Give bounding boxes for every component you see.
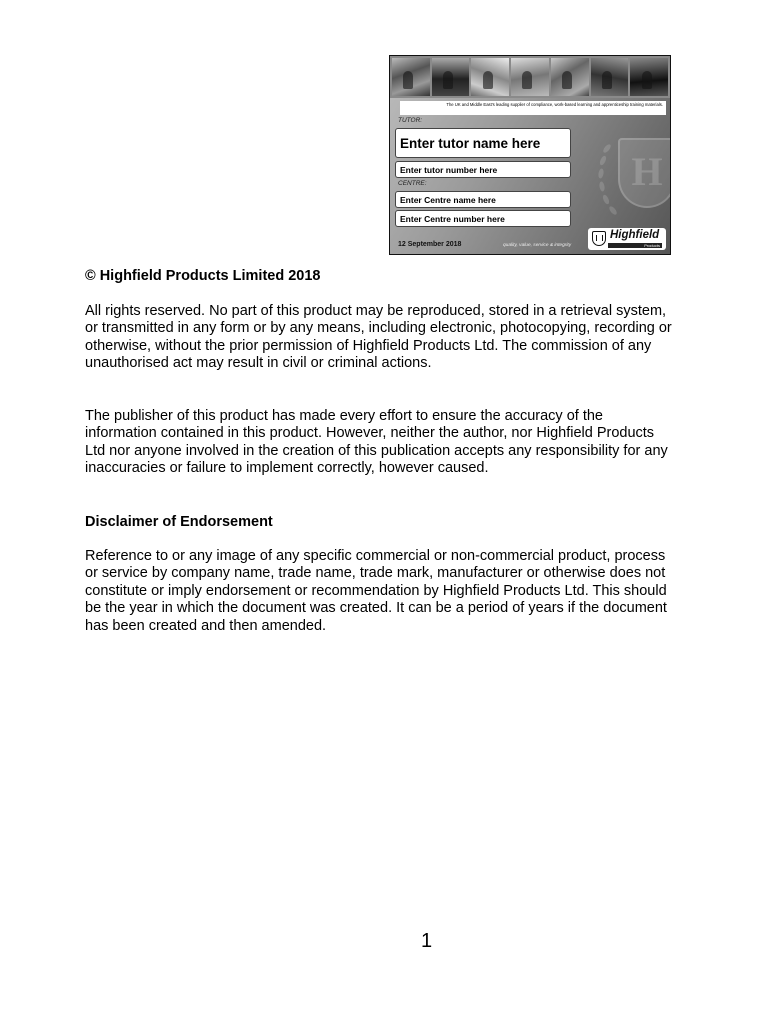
laurel-leaf-icon [602, 143, 612, 154]
copyright-notice: © Highfield Products Limited 2018 [85, 268, 321, 284]
accuracy-paragraph: The publisher of this product has made every effort to ensure the accuracy of the information contained in this product. However, neither the author, nor Highfield Products Ltd nor anyone involved in the creation of this publication accepts any responsibility for any inaccuracies or failure to implement correctly, however caused. [85, 408, 668, 477]
logo-subtext: Products [608, 243, 662, 248]
rights-paragraph: All rights reserved. No part of this product may be reproduced, stored in a retrieval system, or transmitted in any form or by any means, including electronic, photocopying, recording or otherwise, without the prior permission of Highfield Products Ltd. The commission of any unauthorised act may result in civil or criminal actions. [85, 303, 672, 372]
photo [630, 58, 668, 96]
endorsement-paragraph: Reference to or any image of any specific commercial or non-commercial product, process or service by company name, trade name, trade mark, manufacturer or otherwise does not constitute or imply endorsement or recommendation by Highfield Products Ltd. This should be the year in which the document was created. It can be a period of years if the document has been created and then amended. [85, 548, 667, 634]
slide-thumbnail [389, 55, 671, 255]
crest-icon: H [618, 138, 671, 208]
centre-number-field[interactable]: Enter Centre number here [395, 210, 571, 227]
laurel-leaf-icon [599, 155, 608, 166]
laurel-leaf-icon [598, 168, 605, 179]
photo [471, 58, 509, 96]
tutor-label: TUTOR: [398, 117, 423, 124]
logo-wordmark: Highfield [610, 229, 660, 241]
photo [511, 58, 549, 96]
photo-strip [392, 58, 668, 96]
centre-name-field[interactable]: Enter Centre name here [395, 191, 571, 208]
tagline: The UK and Middle East's leading supplier of compliance, work-based learning and apprenticeship training materials. [400, 101, 666, 115]
disclaimer-heading: Disclaimer of Endorsement [85, 514, 273, 530]
photo [432, 58, 470, 96]
photo [392, 58, 430, 96]
tutor-number-field[interactable]: Enter tutor number here [395, 161, 571, 178]
laurel-leaf-icon [602, 194, 611, 205]
photo [591, 58, 629, 96]
slide-date: 12 September 2018 [398, 241, 462, 248]
laurel-leaf-icon [608, 205, 618, 216]
shield-icon [592, 231, 606, 246]
laurel-leaf-icon [599, 181, 606, 192]
quality-tagline: quality, value, service & integrity [503, 243, 572, 248]
page-number: 1 [421, 930, 433, 952]
centre-label: CENTRE: [398, 180, 427, 187]
slide-body [390, 98, 670, 254]
photo [551, 58, 589, 96]
tutor-name-field[interactable]: Enter tutor name here [395, 128, 571, 158]
highfield-logo [588, 228, 666, 250]
